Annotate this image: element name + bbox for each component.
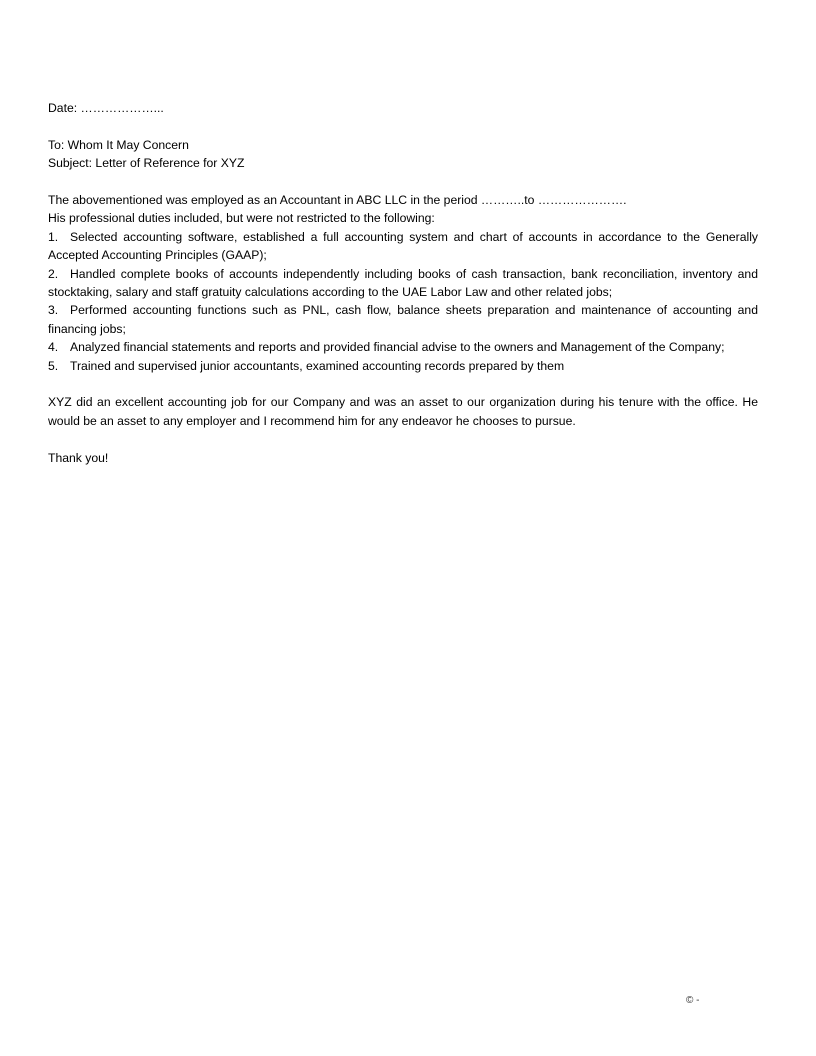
duties-list [48,228,758,375]
list-item-text: Analyzed financial statements and reports and provided financial advise to the owners and Management of the Company; [70,340,725,355]
list-item-number: 1. [48,229,59,244]
spacer [48,375,758,393]
recipient-line: To: Whom It May Concern [48,137,189,152]
list-item [48,265,758,302]
date-line: Date: ………………... [48,101,164,115]
intro-line: The abovementioned was employed as an Accountant in ABC LLC in the period ………..to …………………. [48,193,627,207]
list-item [48,357,758,375]
spacer [48,173,758,191]
list-item-number: 2. [48,266,59,281]
list-item-text: Trained and supervised junior accountants, examined accounting records prepared by them [70,358,565,373]
list-item [48,228,758,265]
subject-line: Subject: Letter of Reference for XYZ [48,156,245,171]
spacer [48,117,758,135]
list-item-text: Performed accounting functions such as PNL, cash flow, balance sheets preparation and maintenance of accounting and financing jobs; [48,303,758,336]
duties-intro: His professional duties included, but were not restricted to the following: [48,211,435,226]
list-item-text: Selected accounting software, established a full accounting system and chart of accounts in accordance to the Generally Accepted Accounting Principles (GAAP); [48,229,758,263]
list-item-number: 5. [48,358,59,373]
closing-paragraph: XYZ did an excellent accounting job for our Company and was an asset to our organization during his tenure with the office. He would be an asset to any employer and I recommend him for any endeavor he chooses to pursue. [48,395,758,428]
spacer [48,430,758,448]
list-item [48,301,758,338]
letter-body [48,99,758,467]
sign-off: Thank you! [48,450,109,465]
list-item [48,338,758,356]
list-item-number: 4. [48,340,59,355]
list-item-number: 3. [48,303,59,318]
list-item-text: Handled complete books of accounts independently including books of cash transaction, bank reconciliation, inventory and stocktaking, salary and staff gratuity calculations according to the UAE Labor Law and other related jobs; [48,266,758,300]
copyright-footer: © - [686,995,700,1006]
